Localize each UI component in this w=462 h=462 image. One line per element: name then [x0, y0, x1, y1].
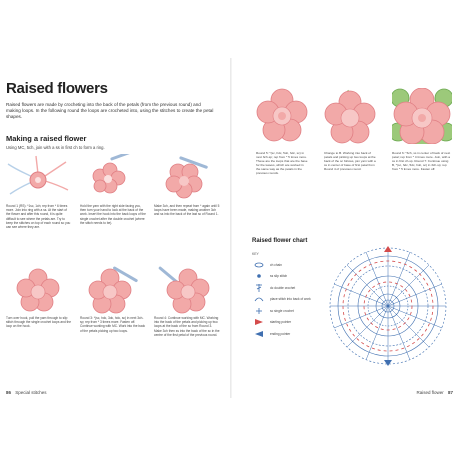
ending-pointer-icon: [253, 330, 265, 338]
chain-icon: [253, 262, 265, 268]
starting-pointer-icon: [253, 318, 265, 326]
right-page: [232, 58, 462, 398]
key-row-chain: [252, 259, 332, 271]
left-page: [0, 58, 230, 398]
step-7: [256, 88, 308, 175]
step-4: [6, 264, 72, 329]
step-4-photo-image: [6, 264, 70, 314]
double-crochet-icon: [253, 284, 265, 292]
step-8: [324, 88, 376, 171]
key-heading: KEY: [252, 252, 259, 256]
step-5: [80, 264, 146, 333]
step-8-photo-image: [324, 88, 376, 144]
step-3-photo-image: [154, 154, 218, 202]
book-spread: [0, 58, 462, 398]
chart-title: Raised flower chart: [252, 238, 308, 244]
step-9-caption: Round 6: *3ch, ss in center of back of next petal; rep from * 4 times more. Join, with a ss in first ch-sp. Round 7: Continue using B, *(sc, hdc, 5dc, hdc, sc) in 3ch-sp; rep from * 5 times more. Fasten off.: [392, 151, 451, 171]
page-number: 87: [447, 390, 453, 395]
step-2: [80, 154, 146, 225]
step-7-photo-image: [256, 88, 308, 144]
step-1: [6, 154, 72, 229]
step-6-caption: Round 4: Continue working with MC. Working into the back of the petals and picking up two loops at the back of the sc from Round 3. Make 3ch then ss into the back of the sc in the centre of the first petal of the previous round.: [154, 316, 220, 337]
step-3-caption: Make 3ch, and then repeat from * again until 5 loops have been made, making another 3ch and ss into the back of the last sc of Round 1.: [154, 204, 220, 217]
footer-section-label: Raised flower: [416, 390, 444, 395]
key-row-starting-pointer: [252, 317, 332, 329]
key-label: ss slip stitch: [270, 274, 288, 279]
step-9-photo-image: [392, 88, 452, 144]
key-label: dc double crochet: [270, 285, 296, 290]
raised-flower-chart-diagram: [326, 244, 450, 368]
step-4-caption: Turn over hook, pull the yarn through to slip stitch through the single crochet loops and the loop on the hook.: [6, 316, 72, 329]
key-label: sc single crochet: [270, 308, 294, 313]
key-label: place stitch into back of work: [270, 297, 311, 302]
right-footer: [416, 390, 456, 395]
slip-stitch-icon: [253, 273, 265, 279]
section-subtitle: Making a raised flower: [6, 134, 87, 143]
key-label: ending pointer: [270, 331, 291, 336]
step-6-photo-image: [154, 264, 218, 314]
section-instruction: Using MC, 5ch, join with a ss in first ch to form a ring.: [6, 145, 105, 150]
back-loop-icon: [253, 295, 265, 303]
step-7-caption: Round 5: *(sc, hdc, 5dc, hdc, sc) in next 3ch-sp; rep from * 5 times more. These are the loops that are the base for the leaves, which are worked in the same way as the petals in the previous rounds.: [256, 151, 308, 175]
intro-text: Raised flowers are made by crocheting into the back of the petals (from the previous round) and making loops. In the following round the loops are crocheted into, using the stitches to create the petal shapes.: [6, 102, 214, 119]
step-5-photo-image: [80, 264, 144, 314]
step-9: [392, 88, 452, 171]
left-footer: [6, 390, 47, 395]
step-2-caption: Hold the yarn with the right side facing you, then turn your hand to look at the back of the work. Insert the hook into the back loops of the single crochet after the double crochet (where the stitch needs to be).: [80, 204, 146, 225]
page-number: 86: [6, 390, 12, 395]
key-row-ending-pointer: [252, 328, 332, 340]
single-crochet-icon: [253, 307, 265, 315]
step-3: [154, 154, 220, 217]
key-row-back-loop: [252, 294, 332, 306]
key-row-double-crochet: [252, 282, 332, 294]
step-1-photo-image: [6, 154, 70, 202]
key-label: ch chain: [270, 262, 282, 267]
chart-key: [252, 252, 332, 340]
step-1-caption: Round 1 (RS): *1sc, 1ch; rep from * 6 times more. Join into ring with a ss. At the start of the flower and after this round, it is quite difficult to see where the petals are. Try to keep the stitches on top of each round so you can see where they are.: [6, 204, 71, 230]
key-row-single-crochet: [252, 305, 332, 317]
step-2-photo-image: [80, 154, 144, 202]
step-6: [154, 264, 220, 337]
key-row-slip-stitch: [252, 271, 332, 283]
step-5-caption: Round 3: *(sc, hdc, 3dc, hdc, sc) in next 3ch-sp; rep from * 3 times more. Fasten off. Continue working with MC. Work into the back of the petals picking up two loops.: [80, 316, 146, 333]
page-title: Raised flowers: [6, 80, 108, 97]
key-label: starting pointer: [270, 320, 292, 325]
footer-section-label: Special stitches: [15, 390, 47, 395]
step-8-caption: Change to B. Working into back of petals and picking up two loops at the back of the sc follows, join yarn with a ss in center of base of first petal from Round 4 of previous round.: [324, 151, 376, 171]
